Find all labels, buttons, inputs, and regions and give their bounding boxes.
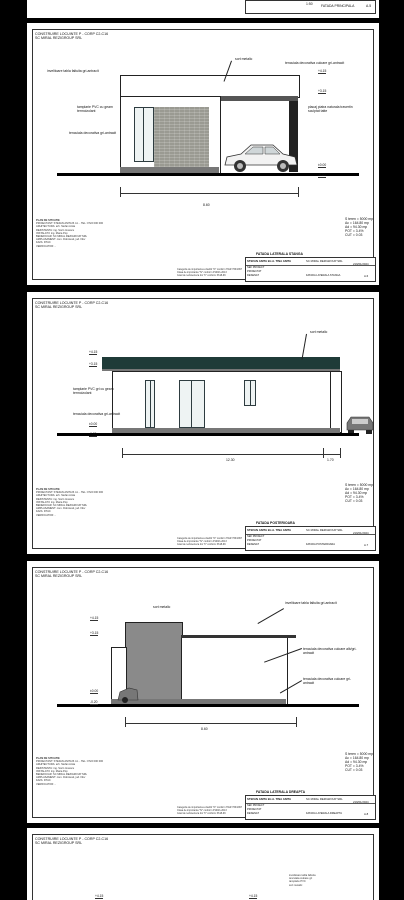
tb-sheet-title: FATADA LATERALA DREAPTA [256, 790, 306, 794]
dimension-tick-right [296, 717, 297, 727]
label-window: tamplarie PVC gri cu geam termoizolant [73, 387, 114, 395]
tb-role: DESENAT [247, 543, 260, 546]
tb-project-no: 219/01/2024 [353, 800, 369, 804]
dimension-tick-left [125, 717, 126, 727]
tb-client: SC MIRAL REZIGROUP SRL [306, 259, 343, 263]
tb-class-notes [177, 538, 242, 547]
legend-row: PROIECTANT: STEFAN ANITA B.I.A. - TEL: 0722 000 000 [36, 760, 104, 764]
area-cut: CUT = 0.03 [345, 233, 363, 237]
class-note: Grad de rezistenta la foc "II" conform P118-99 [177, 273, 226, 277]
tb-sheet-title: FATADA POSTERIOARA [256, 521, 295, 525]
canopy [219, 96, 298, 101]
tb-project-no: 219/01/2024 [353, 531, 369, 535]
tb-project-no: 219/01/2024 [353, 262, 369, 266]
sheet-plansa: A.5 [366, 4, 372, 8]
legend-row: BENEFICIAR: SC MIRAL REZIGROUP SRL [36, 235, 88, 239]
title-block [245, 252, 376, 282]
level-top: +4.15 [89, 350, 98, 354]
facade-wall [181, 637, 288, 706]
legend-row: INSTALATII: ing. Maria Pop [36, 500, 68, 504]
sheet-fatada-laterala-dreapta [27, 561, 379, 823]
car-icon [117, 684, 139, 704]
legend-row: INSTALATII: ing. Maria Pop [36, 231, 68, 235]
window [134, 107, 154, 162]
tb-role: DESENAT [247, 812, 260, 815]
label-plinth: tencuiala decorativa gri-antracit [69, 131, 117, 135]
legend-row: AMPLASAMENT: com. Dobroesti, jud. Ilfov [36, 776, 86, 780]
ground-line [57, 704, 359, 707]
project-company: SC MIRAL REZIGROUP SRL [35, 305, 83, 310]
tb-sheet-title-small: FATADA POSTERIOARA [306, 543, 336, 546]
legend-block [36, 757, 103, 786]
tb-role: PROIECTAT [247, 539, 262, 542]
label-mid-right: tencuiala decorativa culoare alb/gri-antracit [303, 647, 357, 655]
legend-row: REZISTENTA: ing. Sorin Ionescu [36, 228, 75, 232]
class-note: Grad de rezistenta la foc "II" conform P118-99 [177, 811, 226, 815]
dimension-value: 8.60 [201, 727, 208, 731]
level-ground: -0.20 [89, 432, 97, 436]
roof-parapet [120, 75, 300, 98]
class-note: Categoria de importanta a cladirii "D" conform HGR 766/1997 [177, 806, 243, 809]
area-ad: Ad = 94.30 mp [345, 225, 368, 229]
area-pot: POT = 3.4% [345, 764, 364, 768]
tb-role: SEF PROIECT [247, 804, 265, 807]
label-roof: sort metalic [235, 57, 253, 61]
area-ac: Ac = 164.80 mp [345, 221, 369, 225]
legend-row: BENEFICIAR: SC MIRAL REZIGROUP SRL [36, 773, 88, 777]
legend-row: ARHITECTURA: arh. Stefan Anita [36, 225, 76, 229]
tb-sheet-title: FATADA LATERALA STANGA [256, 252, 303, 256]
tb-plansa: A.6 [364, 274, 369, 278]
dimension-line [120, 193, 298, 194]
area-ac: Ac = 164.80 mp [345, 487, 369, 491]
ground-line [57, 433, 359, 436]
note-row: tamplarie PVC [289, 880, 306, 884]
tb-client: SC MIRAL REZIGROUP SRL [306, 797, 343, 801]
label-plinth: tencuiala decorativa gri-antracit [73, 412, 121, 416]
legend-row: FAZA: DTAC [36, 779, 51, 783]
level-zero: ±0.00 [90, 689, 99, 693]
tb-role: PROIECTAT [247, 808, 262, 811]
dimension-tick-left [120, 187, 121, 197]
class-note: Grad de rezistenta la foc "II" conform P118-99 [177, 542, 226, 546]
stone-cladding [154, 107, 209, 167]
level-zero: ±0.00 [89, 422, 98, 426]
level-top: +4.15 [90, 616, 99, 620]
title-block [245, 521, 376, 551]
area-ad: Ad = 94.30 mp [345, 760, 368, 764]
project-name: CONSTRUIRE LOCUINTE P - CORP C2-C16 [35, 570, 109, 574]
level-top-right: +4.15 [249, 894, 258, 898]
project-name: CONSTRUIRE LOCUINTE P - CORP C2-C16 [35, 837, 109, 841]
area-pot: POT = 3.4% [345, 229, 364, 233]
tb-role: SEF PROIECT [247, 266, 265, 269]
window [244, 380, 256, 406]
class-note: Clasa de importanta "IV" conform P100/1-2013 [177, 808, 227, 812]
tb-company: STEFAN ANITA B.I.A. TINA ANITA [247, 528, 292, 532]
area-indicators [345, 483, 373, 503]
label-top-right: invelitoare tabla faltuita gri-antracit [285, 601, 337, 605]
tb-plansa: A.7 [364, 543, 369, 547]
project-name: CONSTRUIRE LOCUINTE P - CORP C2-C16 [35, 32, 109, 36]
dimension-line [122, 454, 340, 455]
area-cut: CUT = 0.03 [345, 768, 363, 772]
car-icon [223, 141, 299, 175]
tb-role: PROIECTAT [247, 270, 262, 273]
project-header [35, 301, 108, 310]
class-note: Clasa de importanta "IV" conform P100/1-2013 [177, 270, 227, 274]
sheet-title: FATADA PRINCIPALA [321, 4, 355, 8]
area-indicators [345, 217, 373, 237]
legend-row: AMPLASAMENT: com. Dobroesti, jud. Ilfov [36, 238, 86, 242]
window [145, 380, 155, 428]
area-indicators [345, 752, 373, 772]
legend-row: AMPLASAMENT: com. Dobroesti, jud. Ilfov [36, 507, 86, 511]
legend-row: REZISTENTA: ing. Sorin Ionescu [36, 766, 75, 770]
tb-client: SC MIRAL REZIGROUP SRL [306, 528, 343, 532]
legend-block [36, 219, 103, 248]
legend-row: PROIECTANT: STEFAN ANITA B.I.A. - TEL: 0722 000 000 [36, 491, 104, 495]
note-row: tencuiala culoare gri [289, 877, 313, 881]
level-zero: ±0.00 [318, 163, 327, 167]
project-company: SC MIRAL REZIGROUP SRL [35, 574, 83, 579]
tb-company: STEFAN ANITA B.I.A. TINA ANITA [247, 259, 292, 263]
dimension-tick-right [298, 187, 299, 197]
legend-row: VERIFICATOR: - [36, 513, 56, 517]
legend-title: PLAN DE SITUATIE [36, 219, 60, 222]
area-ac: Ac = 164.80 mp [345, 756, 369, 760]
level-ground: -0.20 [90, 700, 98, 704]
class-note: Clasa de importanta "IV" conform P100/1-2013 [177, 539, 227, 543]
dimension-value-side: 1.70 [327, 458, 334, 462]
note-row: invelitoare tabla faltuita [289, 874, 316, 877]
window [179, 380, 205, 428]
dimension-tick [122, 448, 123, 458]
legend-row: REZISTENTA: ing. Sorin Ionescu [36, 497, 75, 501]
dimension-tick [340, 448, 341, 458]
tb-role: DESENAT [247, 274, 260, 277]
legend-row: BENEFICIAR: SC MIRAL REZIGROUP SRL [36, 504, 88, 508]
class-note: Categoria de importanta a cladirii "D" conform HGR 766/1997 [177, 268, 243, 271]
area-pot: POT = 3.4% [345, 495, 364, 499]
legend-row: INSTALATII: ing. Maria Pop [36, 769, 68, 773]
project-header [35, 32, 108, 41]
level-top: +4.15 [318, 69, 327, 73]
car-icon [345, 413, 375, 435]
dimension-value: 12.30 [226, 458, 235, 462]
legend-row: PROIECTANT: STEFAN ANITA B.I.A. - TEL: 0722 000 000 [36, 222, 104, 226]
sheet-fatada-laterala-stanga [27, 23, 379, 285]
area-teren: S teren = 5000 mp [345, 752, 373, 756]
title-block-partial [245, 0, 376, 14]
dimension-tick [323, 448, 324, 458]
title-block [245, 790, 376, 820]
notes-block [289, 874, 316, 887]
label-window: tamplarie PVC cu geam termoizolant [77, 105, 113, 113]
legend-row: ARHITECTURA: arh. Stefan Anita [36, 494, 76, 498]
roof-slab [102, 357, 340, 369]
area-cut: CUT = 0.03 [345, 499, 363, 503]
tb-role: SEF PROIECT [247, 535, 265, 538]
roof-edge [181, 635, 296, 638]
label-top-right: tencuiala decorativa culoare gri-antracit [285, 61, 345, 65]
label-roof: sort metalic [310, 330, 328, 334]
sheet-scale: 1:50 [306, 2, 313, 6]
legend-row: VERIFICATOR: - [36, 782, 56, 786]
facade-wall-right [330, 371, 342, 433]
sheet-fatada-principala [27, 0, 379, 18]
project-header [35, 837, 108, 846]
legend-title: PLAN DE SITUATIE [36, 757, 60, 760]
legend-row: FAZA: DTAC [36, 241, 51, 245]
level-roof: +3.15 [318, 89, 327, 93]
level-ground: -0.20 [318, 173, 326, 177]
project-company: SC MIRAL REZIGROUP SRL [35, 36, 83, 41]
ground-line [57, 173, 359, 176]
tb-company: STEFAN ANITA B.I.A. TINA ANITA [247, 797, 292, 801]
area-teren: S teren = 5000 mp [345, 483, 373, 487]
sheet-next [27, 828, 379, 900]
project-header [35, 570, 108, 579]
label-stone: placaj piatra naturala travertin sculptat tatte [308, 105, 353, 113]
legend-row: ARHITECTURA: arh. Stefan Anita [36, 763, 76, 767]
note-row: sort metalic [289, 883, 303, 887]
area-ad: Ad = 94.30 mp [345, 491, 368, 495]
sheet-fatada-posterioara [27, 292, 379, 554]
class-note: Categoria de importanta a cladirii "D" conform HGR 766/1997 [177, 537, 243, 540]
project-name: CONSTRUIRE LOCUINTE P - CORP C2-C16 [35, 301, 109, 305]
label-roof: sort metalic [153, 605, 171, 609]
tb-class-notes [177, 807, 242, 816]
label-top-left: invelitoare tabla faltuita gri-antracit [47, 69, 99, 73]
tb-sheet-title-small: FATADA LATERALA STANGA [306, 274, 341, 277]
tb-sheet-title-small: FATADA LATERALA DREAPTA [306, 812, 342, 815]
area-teren: S teren = 5000 mp [345, 217, 373, 221]
level-top: +4.15 [95, 894, 104, 898]
legend-block [36, 488, 103, 517]
level-roof: +3.15 [90, 631, 99, 635]
dimension-line [125, 723, 296, 724]
legend-title: PLAN DE SITUATIE [36, 488, 60, 491]
legend-row: FAZA: DTAC [36, 510, 51, 514]
level-roof: +3.15 [89, 362, 98, 366]
dimension-value: 8.60 [203, 203, 210, 207]
tb-plansa: A.8 [364, 812, 369, 816]
tb-class-notes [177, 269, 242, 278]
legend-row: VERIFICATOR: - [36, 244, 56, 248]
project-company: SC MIRAL REZIGROUP SRL [35, 841, 83, 846]
label-plinth: tencuiala decorativa culoare gri-antracit [303, 677, 352, 685]
